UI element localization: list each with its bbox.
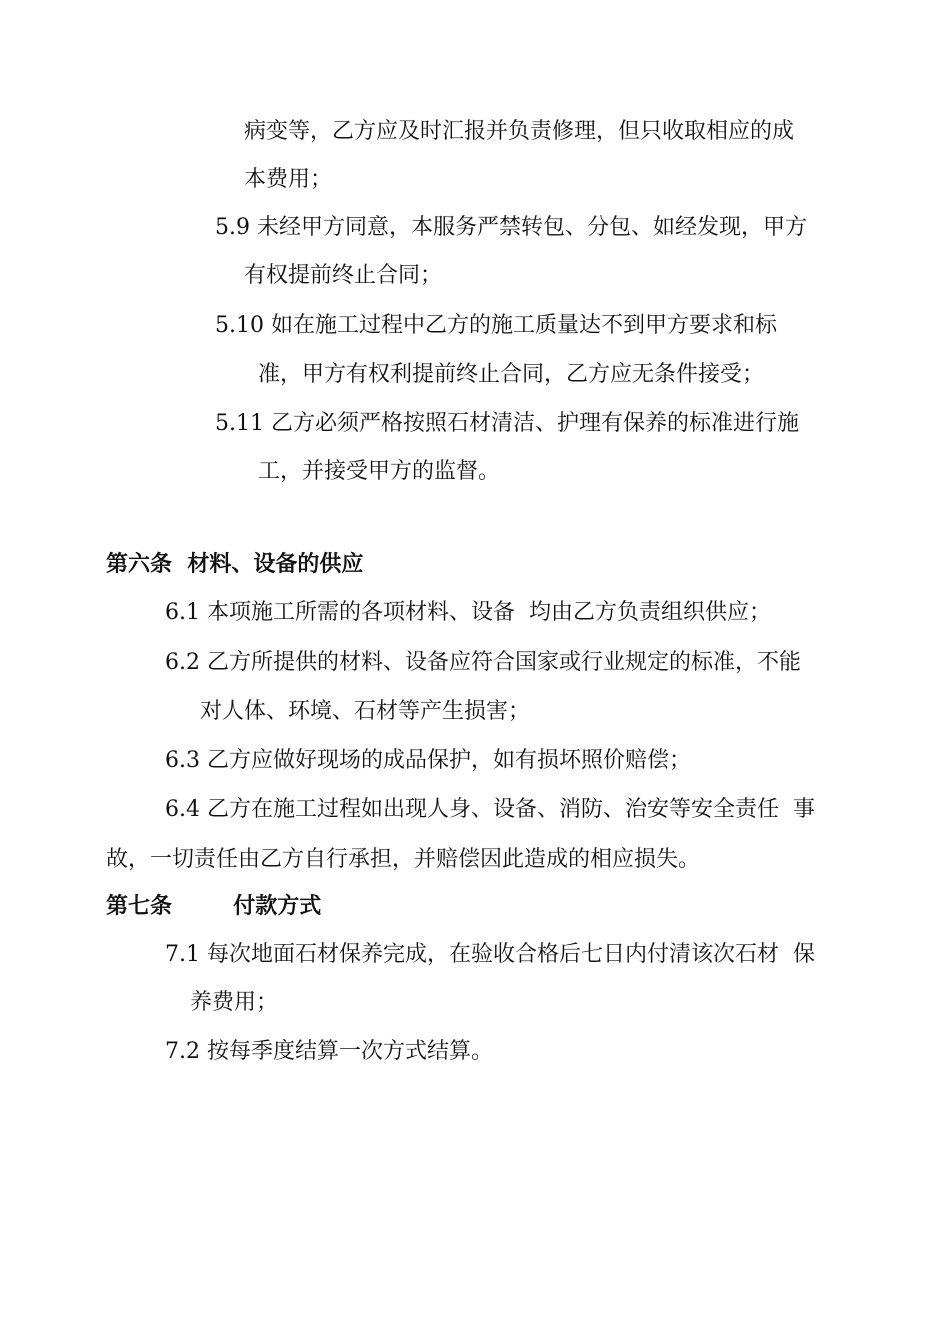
section-6-title: 第六条 材料、设备的供应: [106, 552, 364, 577]
item-5-8-continued-line2: 本费用；: [244, 167, 333, 192]
item-6-3: 6.3 乙方应做好现场的成品保护，如有损坏照价赔偿；: [165, 748, 691, 773]
item-7-1-line1: 7.1 每次地面石材保养完成，在验收合格后七日内付清该次石材 保: [165, 942, 815, 967]
item-5-11-line2: 工，并接受甲方的监督。: [258, 459, 501, 484]
item-5-9-line1: 5.9 未经甲方同意，本服务严禁转包、分包、如经发现，甲方: [215, 215, 807, 240]
item-7-1-line2: 养费用；: [190, 990, 279, 1015]
item-6-4-line2: 故，一切责任由乙方自行承担，并赔偿因此造成的相应损失。: [106, 847, 701, 872]
item-6-4-line1: 6.4 乙方在施工过程如出现人身、设备、消防、治安等安全责任 事: [165, 797, 815, 822]
item-6-2-line1: 6.2 乙方所提供的材料、设备应符合国家或行业规定的标准，不能: [165, 650, 801, 675]
item-5-8-continued-line1: 病变等，乙方应及时汇报并负责修理，但只收取相应的成: [244, 119, 795, 144]
item-6-1: 6.1 本项施工所需的各项材料、设备 均由乙方负责组织供应；: [165, 600, 771, 625]
item-6-2-line2: 对人体、环境、石材等产生损害；: [200, 699, 531, 724]
item-5-10-line2: 准，甲方有权利提前终止合同，乙方应无条件接受；: [258, 362, 765, 387]
item-5-9-line2: 有权提前终止合同；: [244, 263, 443, 288]
item-5-11-line1: 5.11 乙方必须严格按照石材清洁、护理有保养的标准进行施: [215, 411, 799, 436]
item-7-2: 7.2 按每季度结算一次方式结算。: [165, 1039, 493, 1064]
item-5-10-line1: 5.10 如在施工过程中乙方的施工质量达不到甲方要求和标: [215, 313, 777, 338]
section-7-title: 第七条 付款方式: [106, 894, 322, 919]
